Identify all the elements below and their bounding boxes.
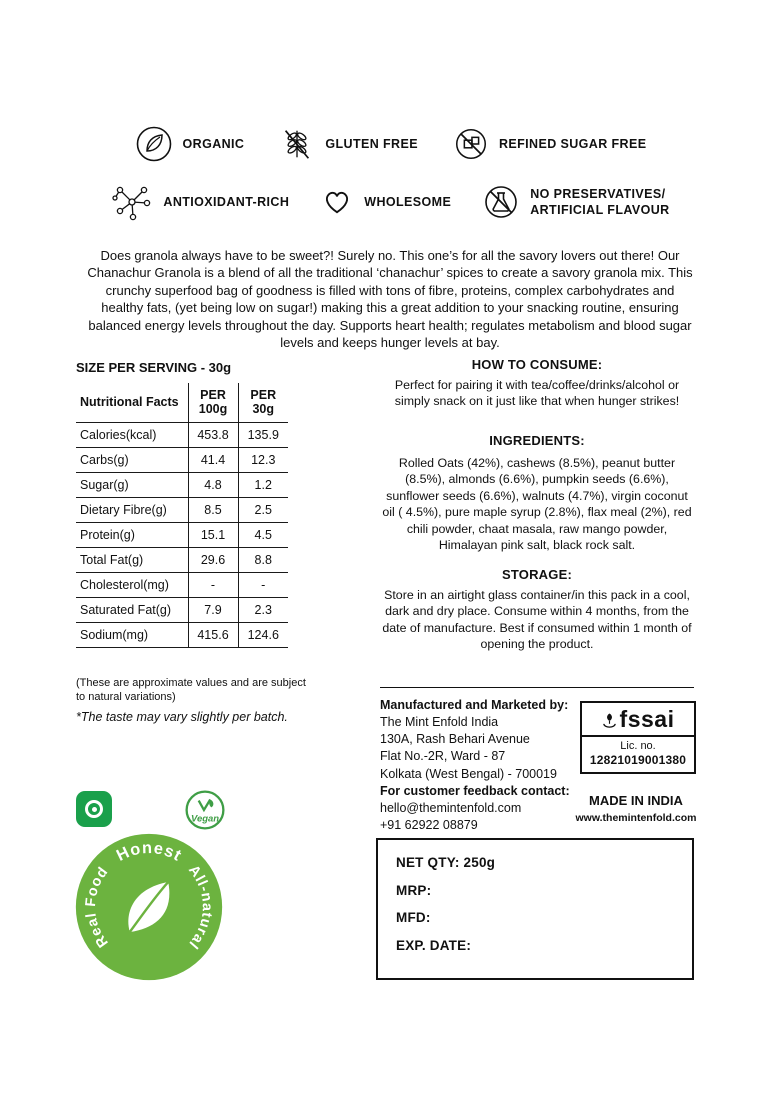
net-qty-field: NET QTY: 250g [396,855,496,870]
table-row [76,422,288,447]
nutrition-col-header-per100: PER 100g [188,383,238,422]
badge-no-preservatives-line2: ARTIFICIAL FLAVOUR [530,203,670,217]
website-url: www.themintenfold.com [575,812,697,824]
manufacturer-line: The Mint Enfold India [380,715,499,730]
feedback-title: For customer feedback contact: [380,784,570,798]
badge-gluten-free-label: GLUTEN FREE [325,136,418,151]
badge-no-preservatives-label [530,186,669,219]
ingredients-text: Rolled Oats (42%), cashews (8.5%), peanut butter (8.5%), almonds (6.6%), pumpkin seeds (6.6%), sunflower seeds (6.6%), walnuts (4.7%), virgin coconut oil ( 4.5%), pure maple syrup (2.8%), flax meal (2%), red chili powder, chaat masala, raw mango powder, Himalayan pink salt, black rock salt. [382,456,692,552]
brand-logo [76,791,112,827]
origin-block [574,793,698,824]
antioxidant-molecule-icon [110,180,154,224]
nutri-row-label: Saturated Fat(g) [76,597,188,622]
badge-refined-sugar-free-label: REFINED SUGAR FREE [498,136,647,151]
feedback-phone: +91 62922 08879 [380,818,478,833]
nutri-val-100: 8.5 [188,497,238,522]
nutri-val-30: 2.3 [238,597,288,622]
organic-leaf-icon [134,124,174,164]
nutri-val-30: 12.3 [238,447,288,472]
description-paragraph: Does granola always have to be sweet?! Surely no. This one’s for all the savory lovers out there! Our Chanachur Granola is a blend of all the traditional ‘chanachur’ spices to create a savory granola mix. This crunchy superfood bag of goodness is filled with tons of fibre, proteins, complex carbohydrates and healthy fats, (yet being low on sugar!) making this a great addition to your snacking routine, ensuring balanced energy levels throughout the day. Supports heart health; regulates metabolism and blood sugar levels and keeps hunger levels at bay. [87,248,693,351]
table-row [76,472,288,497]
stamp-word-left: Real Food [82,863,112,951]
nutri-val-30: 135.9 [238,422,288,447]
nutri-val-100: 415.6 [188,622,238,647]
fssai-logo [582,703,694,735]
badge-refined-sugar-free [452,125,647,163]
nutri-row-label: Total Fat(g) [76,547,188,572]
nutri-val-30: 4.5 [238,522,288,547]
badge-no-preservatives-line1: NO PRESERVATIVES/ [530,186,666,201]
nutri-val-30: 2.5 [238,497,288,522]
manufacturer-line: Kolkata (West Bengal) - 700019 [380,766,557,781]
mfd-field: MFD: [396,910,431,925]
badge-gluten-free [278,125,418,163]
honest-real-food-stamp [72,830,226,989]
badges-row-2 [0,180,780,224]
brand-logo-ring-icon [85,800,103,818]
storage-title: STORAGE: [502,567,572,582]
table-row [76,522,288,547]
nutri-row-label: Protein(g) [76,522,188,547]
stamp-word-right: All-natural [185,862,215,953]
nutri-val-30: 8.8 [238,547,288,572]
fssai-wordmark: fssai [619,706,675,732]
manufacturer-line: Flat No.-2R, Ward - 87 [380,749,506,764]
brand-logo-dot-icon [92,807,97,812]
badges-row-1 [0,124,780,164]
ingredients-title: INGREDIENTS: [489,433,585,448]
nutri-val-100: 4.8 [188,472,238,497]
how-to-consume-text: Perfect for pairing it with tea/coffee/drinks/alcohol or simply snack on it just like that when hunger strikes! [394,378,680,409]
nutri-val-100: 15.1 [188,522,238,547]
manufacturer-block [380,697,580,783]
vegan-badge-label: Vegan [191,813,219,825]
nutri-val-100: 7.9 [188,597,238,622]
nutri-row-label: Sodium(mg) [76,622,188,647]
no-preservatives-flask-icon [481,182,521,222]
wholesome-heart-icon [319,185,355,219]
nutri-val-100: 29.6 [188,547,238,572]
nutri-row-label: Carbs(g) [76,447,188,472]
badge-wholesome [319,185,451,219]
badge-antioxidant-rich [110,180,289,224]
nutri-val-100: - [188,572,238,597]
nutri-val-30: 1.2 [238,472,288,497]
nutri-row-label: Cholesterol(mg) [76,572,188,597]
serving-size-title: SIZE PER SERVING - 30g [76,360,232,375]
manufacturer-line: 130A, Rash Behari Avenue [380,732,530,747]
mrp-field: MRP: [396,882,432,898]
gluten-free-wheat-icon [278,125,316,163]
how-to-consume-title: HOW TO CONSUME: [471,357,603,372]
nutri-val-100: 453.8 [188,422,238,447]
sugar-free-icon [452,125,490,163]
nutrition-col-header-per30: PER 30g [238,383,288,422]
table-row [76,597,288,622]
fssai-leaf-dish-icon [602,711,617,731]
nutri-row-label: Dietary Fibre(g) [76,497,188,522]
nutri-val-30: 124.6 [238,622,288,647]
nutri-val-30: - [238,572,288,597]
badge-organic [134,124,245,164]
table-row [76,622,288,647]
taste-variation-note: *The taste may vary slightly per batch. [76,710,288,724]
nutri-val-100: 41.4 [188,447,238,472]
table-row [76,447,288,472]
badge-organic-label: ORGANIC [182,136,245,151]
badge-no-preservatives [481,182,669,222]
exp-date-field: EXP. DATE: [396,937,472,953]
badge-wholesome-label: WHOLESOME [364,194,452,209]
nutri-row-label: Calories(kcal) [76,422,188,447]
table-row [76,547,288,572]
approximate-values-note: (These are approximate values and are subject to natural variations) [76,677,306,704]
vegan-badge [184,789,226,836]
manufacturer-title: Manufactured and Marketed by: [380,698,569,712]
section-divider [380,687,694,688]
nutrition-header-row [76,383,288,422]
feedback-email: hello@themintenfold.com [380,801,522,816]
storage-text: Store in an airtight glass container/in this pack in a cool, dark and dry place. Consume within 4 months, from the date of manufacture. Best if consumed within 1 month of opening the product. [382,588,692,652]
stamp-word-top: Honest [113,838,185,865]
nutrition-table [76,383,288,648]
nutrition-col-header-facts: Nutritional Facts [76,383,188,422]
fssai-license-box [580,701,696,774]
table-row [76,497,288,522]
table-row [76,572,288,597]
made-in-india-label: MADE IN INDIA [589,793,683,808]
product-details-box [376,838,694,980]
fssai-license-number: 12821019001380 [589,753,687,767]
fssai-license-label: Lic. no. [620,740,656,752]
feedback-block [380,783,590,834]
badge-antioxidant-rich-label: ANTIOXIDANT-RICH [163,194,290,209]
nutri-row-label: Sugar(g) [76,472,188,497]
